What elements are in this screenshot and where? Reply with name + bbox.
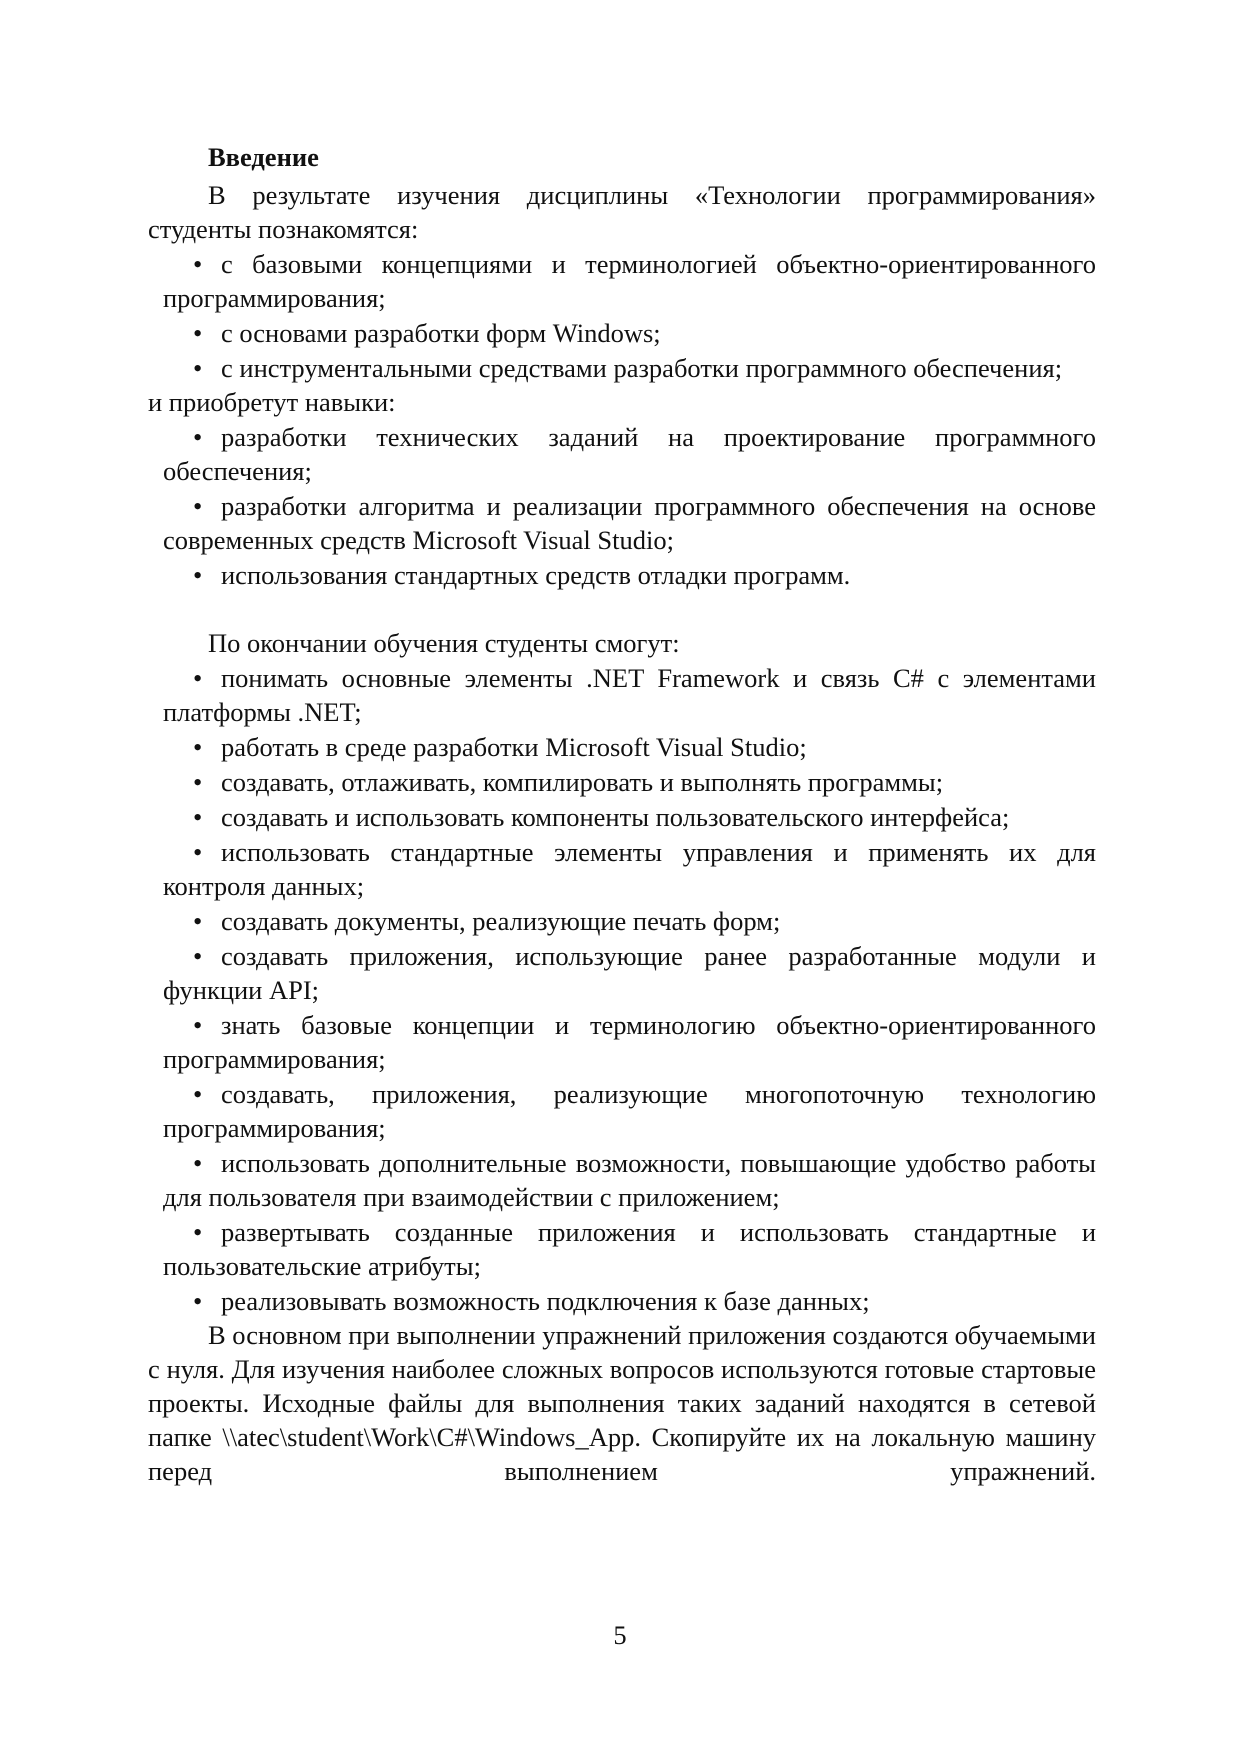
page-number: 5 xyxy=(613,1620,627,1650)
bullet-dot-icon: • xyxy=(193,663,203,693)
bullet-dot-icon: • xyxy=(193,1217,203,1247)
bullet-dot-icon: • xyxy=(193,1079,203,1109)
list-item: • создавать документы, реализующие печать форм; xyxy=(193,906,781,936)
list-item: • развертывать созданные приложения и использовать стандартные и пользовательские атрибуты; xyxy=(163,1217,1096,1281)
list-item: • с основами разработки форм Windows; xyxy=(193,318,661,348)
intro-paragraph: В результате изучения дисциплины «Технологии программирования» студенты познакомятся: xyxy=(148,180,1096,244)
bullet-dot-icon: • xyxy=(193,249,203,279)
bullet-dot-icon: • xyxy=(193,353,203,383)
learn-list xyxy=(148,246,1096,385)
bullet-dot-icon: • xyxy=(193,1286,203,1316)
list-item: • создавать приложения, использующие ранее разработанные модули и функции API; xyxy=(163,941,1096,1005)
list-item: • создавать, отлаживать, компилировать и выполнять программы; xyxy=(193,767,944,797)
outcomes-lead: По окончании обучения студенты смогут: xyxy=(208,628,680,658)
list-item: • понимать основные элементы .NET Framework и связь C# с элементами платформы .NET; xyxy=(163,663,1096,727)
list-item: • разработки алгоритма и реализации программного обеспечения на основе современных средств Microsoft Visual Studio; xyxy=(163,491,1096,555)
bullet-dot-icon: • xyxy=(193,906,203,936)
list-item: • создавать и использовать компоненты пользовательского интерфейса; xyxy=(193,802,1010,832)
bullet-dot-icon: • xyxy=(193,1148,203,1178)
list-item: • работать в среде разработки Microsoft Visual Studio; xyxy=(193,732,807,762)
bullet-dot-icon: • xyxy=(193,802,203,832)
section-heading: Введение xyxy=(208,142,319,172)
bullet-dot-icon: • xyxy=(193,560,203,590)
list-item: • с базовыми концепциями и терминологией объектно-ориентированного программирования; xyxy=(163,249,1096,313)
list-item: • разработки технических заданий на проектирование программного обеспечения; xyxy=(163,422,1096,486)
bullet-dot-icon: • xyxy=(193,732,203,762)
list-item: • знать базовые концепции и терминологию объектно-ориентированного программирования; xyxy=(163,1010,1096,1074)
bullet-dot-icon: • xyxy=(193,491,203,521)
bullet-dot-icon: • xyxy=(193,837,203,867)
skills-lead: и приобретут навыки: xyxy=(148,387,396,417)
bullet-dot-icon: • xyxy=(193,318,203,348)
section-spacer xyxy=(148,592,1096,626)
list-item: • использования стандартных средств отладки программ. xyxy=(193,560,851,590)
list-item: • реализовывать возможность подключения к базе данных; xyxy=(193,1286,870,1316)
bullet-dot-icon: • xyxy=(193,1010,203,1040)
bullet-dot-icon: • xyxy=(193,767,203,797)
list-item: • использовать стандартные элементы управления и применять их для контроля данных; xyxy=(163,837,1096,901)
document-page xyxy=(148,140,1096,1488)
list-item: • с инструментальными средствами разработки программного обеспечения; xyxy=(193,353,1063,383)
bullet-dot-icon: • xyxy=(193,422,203,452)
bullet-dot-icon: • xyxy=(193,941,203,971)
outcomes-list xyxy=(148,660,1096,1318)
closing-paragraph: В основном при выполнении упражнений приложения создаются обучаемыми с нуля. Для изучения наиболее сложных вопросов используются готовые стартовые проекты. Исходные файлы для выполнения таких заданий находятся в сетевой папке \\atec\student\Work\C#\Windows_App. Скопируйте их на локальную машину перед выполнением упражнений. xyxy=(148,1320,1096,1486)
list-item: • создавать, приложения, реализующие многопоточную технологию программирования; xyxy=(163,1079,1096,1143)
skills-list xyxy=(148,419,1096,592)
list-item: • использовать дополнительные возможности, повышающие удобство работы для пользователя при взаимодействии с приложением; xyxy=(163,1148,1096,1212)
